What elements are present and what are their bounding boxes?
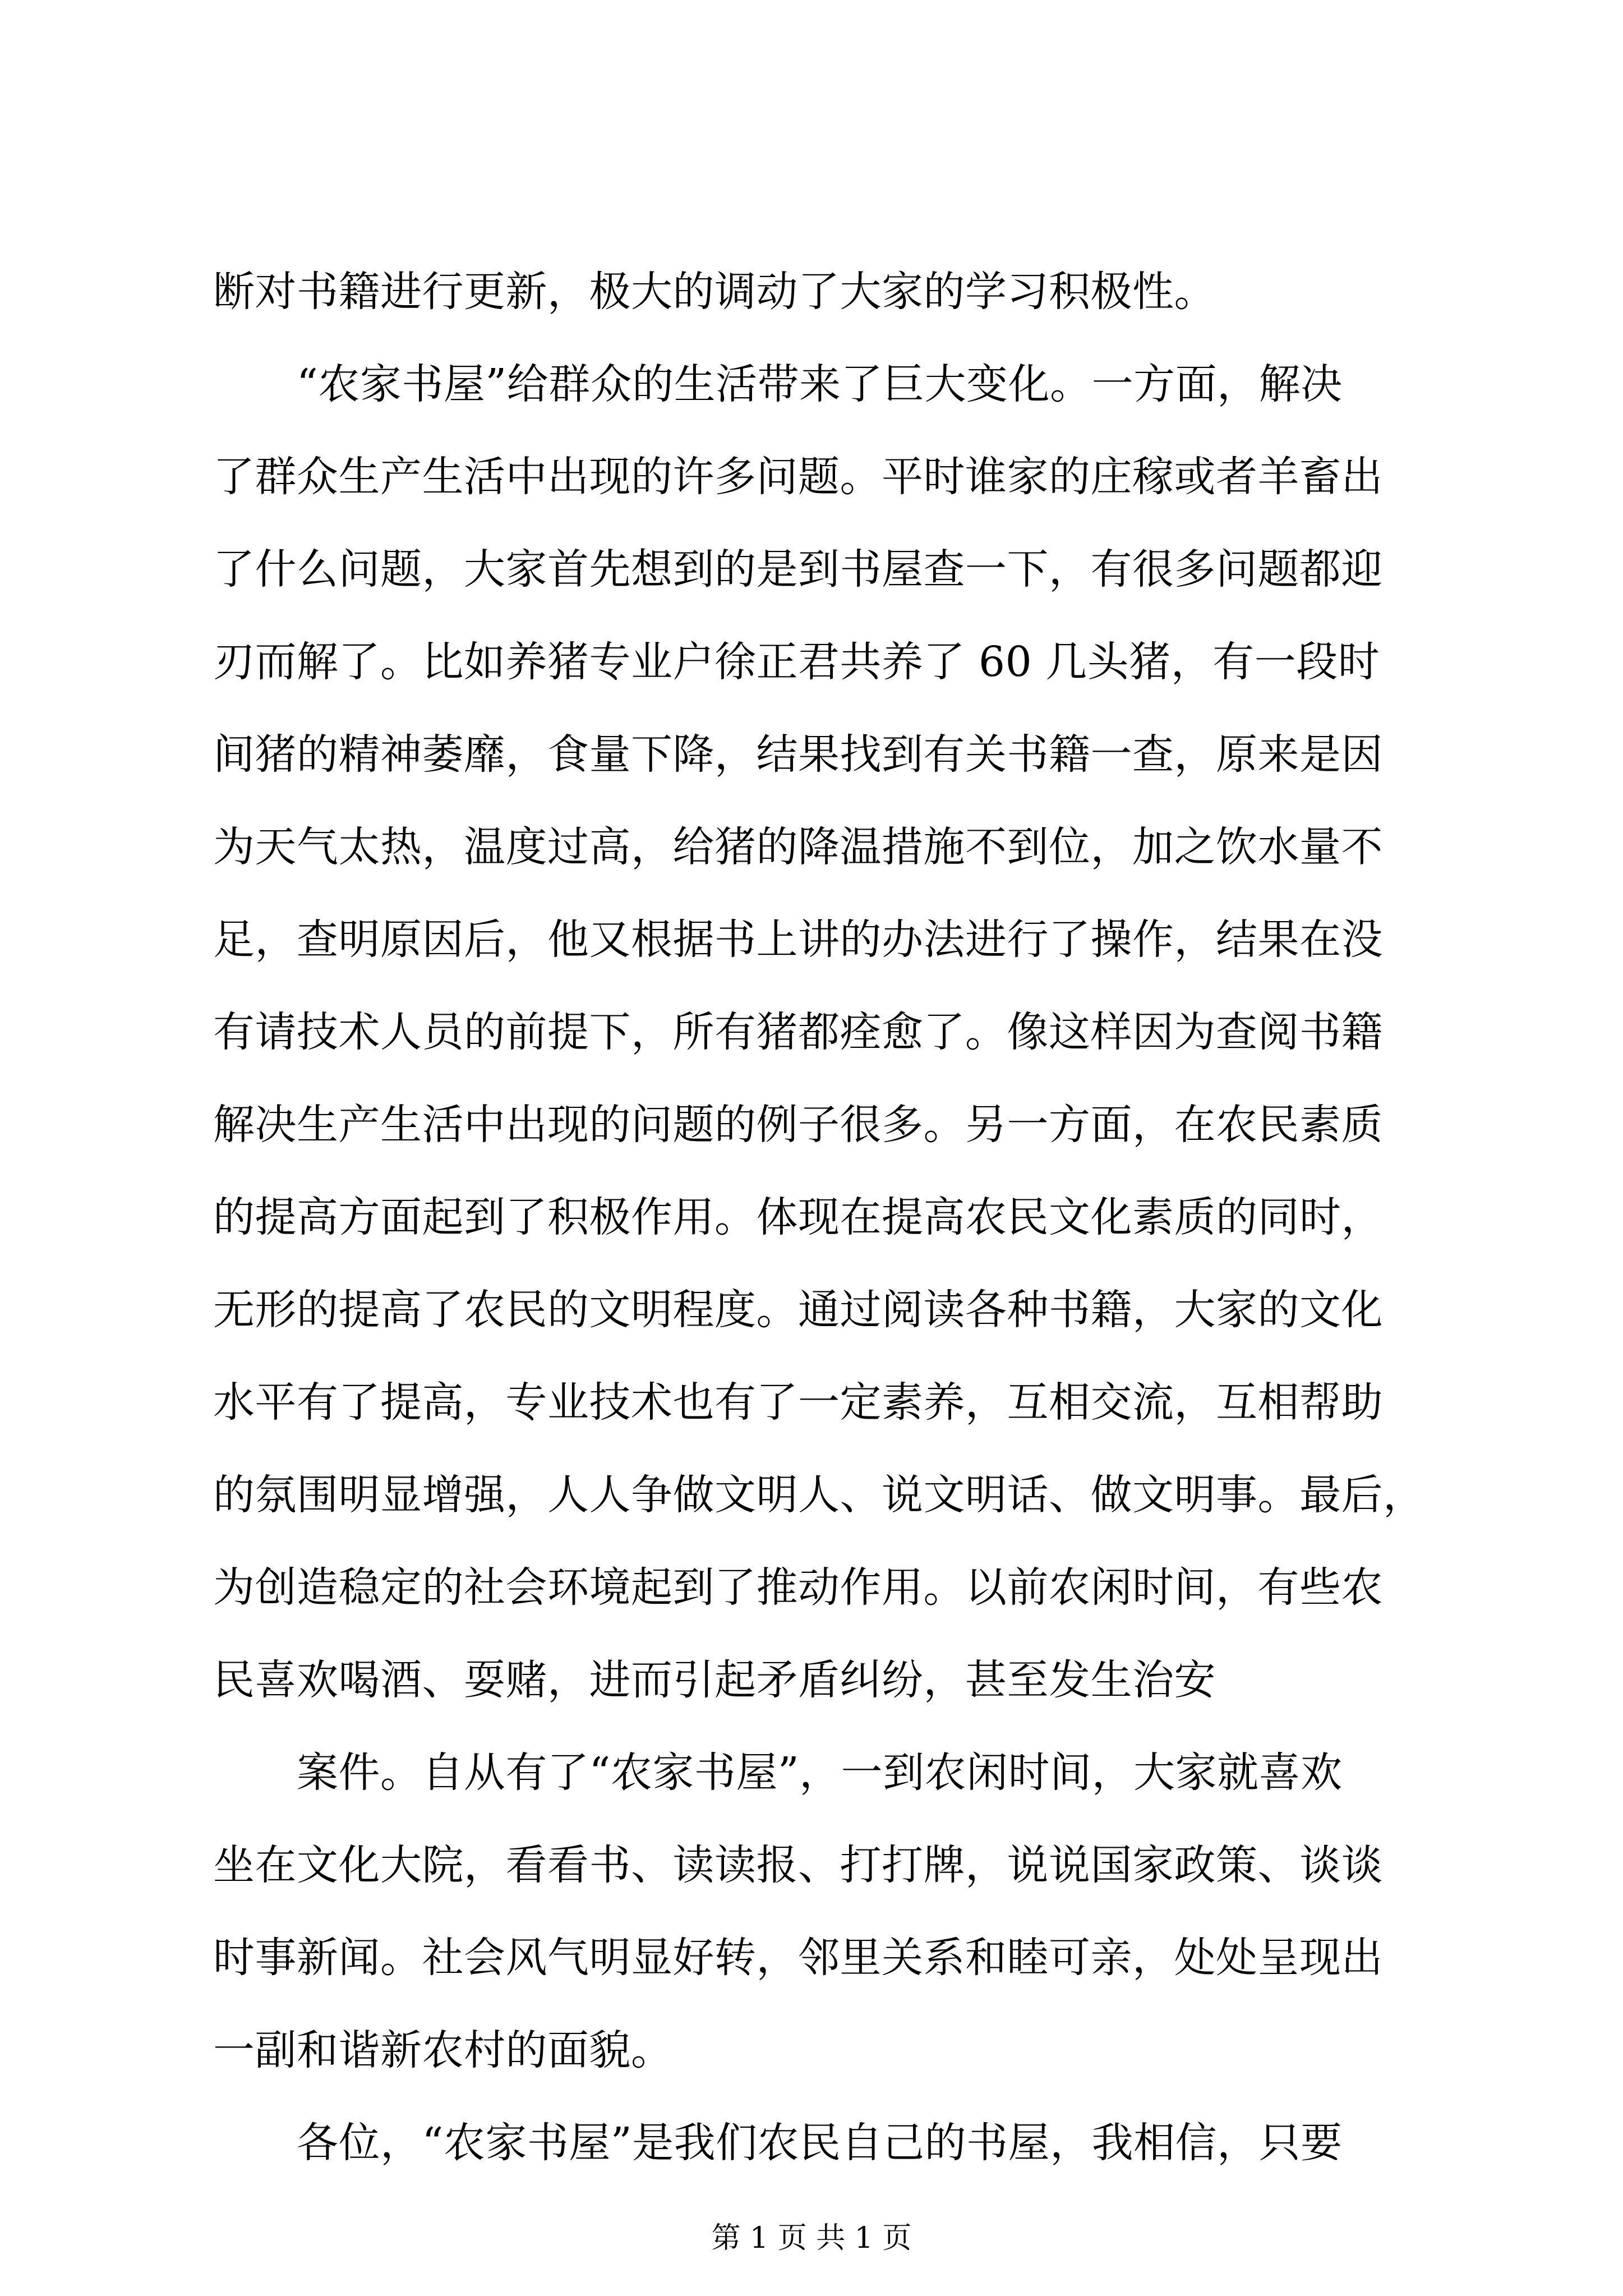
text-line: 了什么问题，大家首先想到的是到书屋查一下，有很多问题都迎 (213, 545, 1383, 593)
text-line: 为创造稳定的社会环境起到了推动作用。以前农闲时间，有些农 (213, 1563, 1383, 1612)
text-line: 案件。自从有了“农家书屋”，一到农闲时间，大家就喜欢 (213, 1749, 1343, 1797)
text-line: 了群众生产生活中出现的许多问题。平时谁家的庄稼或者羊畜出 (213, 453, 1383, 501)
text-line: 足，查明原因后，他又根据书上讲的办法进行了操作，结果在没 (213, 915, 1383, 964)
text-line: 的氛围明显增强，人人争做文明人、说文明话、做文明事。最后， (213, 1471, 1425, 1519)
text-line: 无形的提高了农民的文明程度。通过阅读各种书籍，大家的文化 (213, 1286, 1383, 1334)
text-line: 断对书籍进行更新，极大的调动了大家的学习积极性。 (213, 268, 1216, 316)
text-line: 解决生产生活中出现的问题的例子很多。另一方面，在农民素质 (213, 1101, 1383, 1149)
text-line: 有请技术人员的前提下，所有猪都痊愈了。像这样因为查阅书籍 (213, 1008, 1383, 1056)
text-line: 的提高方面起到了积极作用。体现在提高农民文化素质的同时， (213, 1193, 1383, 1241)
text-line: 坐在文化大院，看看书、读读报、打打牌，说说国家政策、谈谈 (213, 1841, 1383, 1889)
text-line: “农家书屋”给群众的生活带来了巨大变化。一方面，解决 (213, 360, 1343, 408)
text-line: 民喜欢喝酒、耍赌，进而引起矛盾纠纷，甚至发生治安 (213, 1656, 1216, 1704)
text-line: 为天气太热，温度过高，给猪的降温措施不到位，加之饮水量不 (213, 823, 1383, 871)
text-line: 一副和谐新农村的面貌。 (213, 2026, 673, 2074)
text-line: 各位，“农家书屋”是我们农民自己的书屋，我相信，只要 (213, 2119, 1343, 2167)
text-line: 时事新闻。社会风气明显好转，邻里关系和睦可亲，处处呈现出 (213, 1934, 1383, 1982)
text-line: 间猪的精神萎靡，食量下降，结果找到有关书籍一查，原来是因 (213, 730, 1383, 779)
page-number-footer: 第 1 页 共 1 页 (711, 2221, 912, 2255)
text-line: 水平有了提高，专业技术也有了一定素养，互相交流，互相帮助 (213, 1378, 1383, 1427)
text-line: 刃而解了。比如养猪专业户徐正君共养了 60 几头猪，有一段时 (213, 638, 1380, 686)
